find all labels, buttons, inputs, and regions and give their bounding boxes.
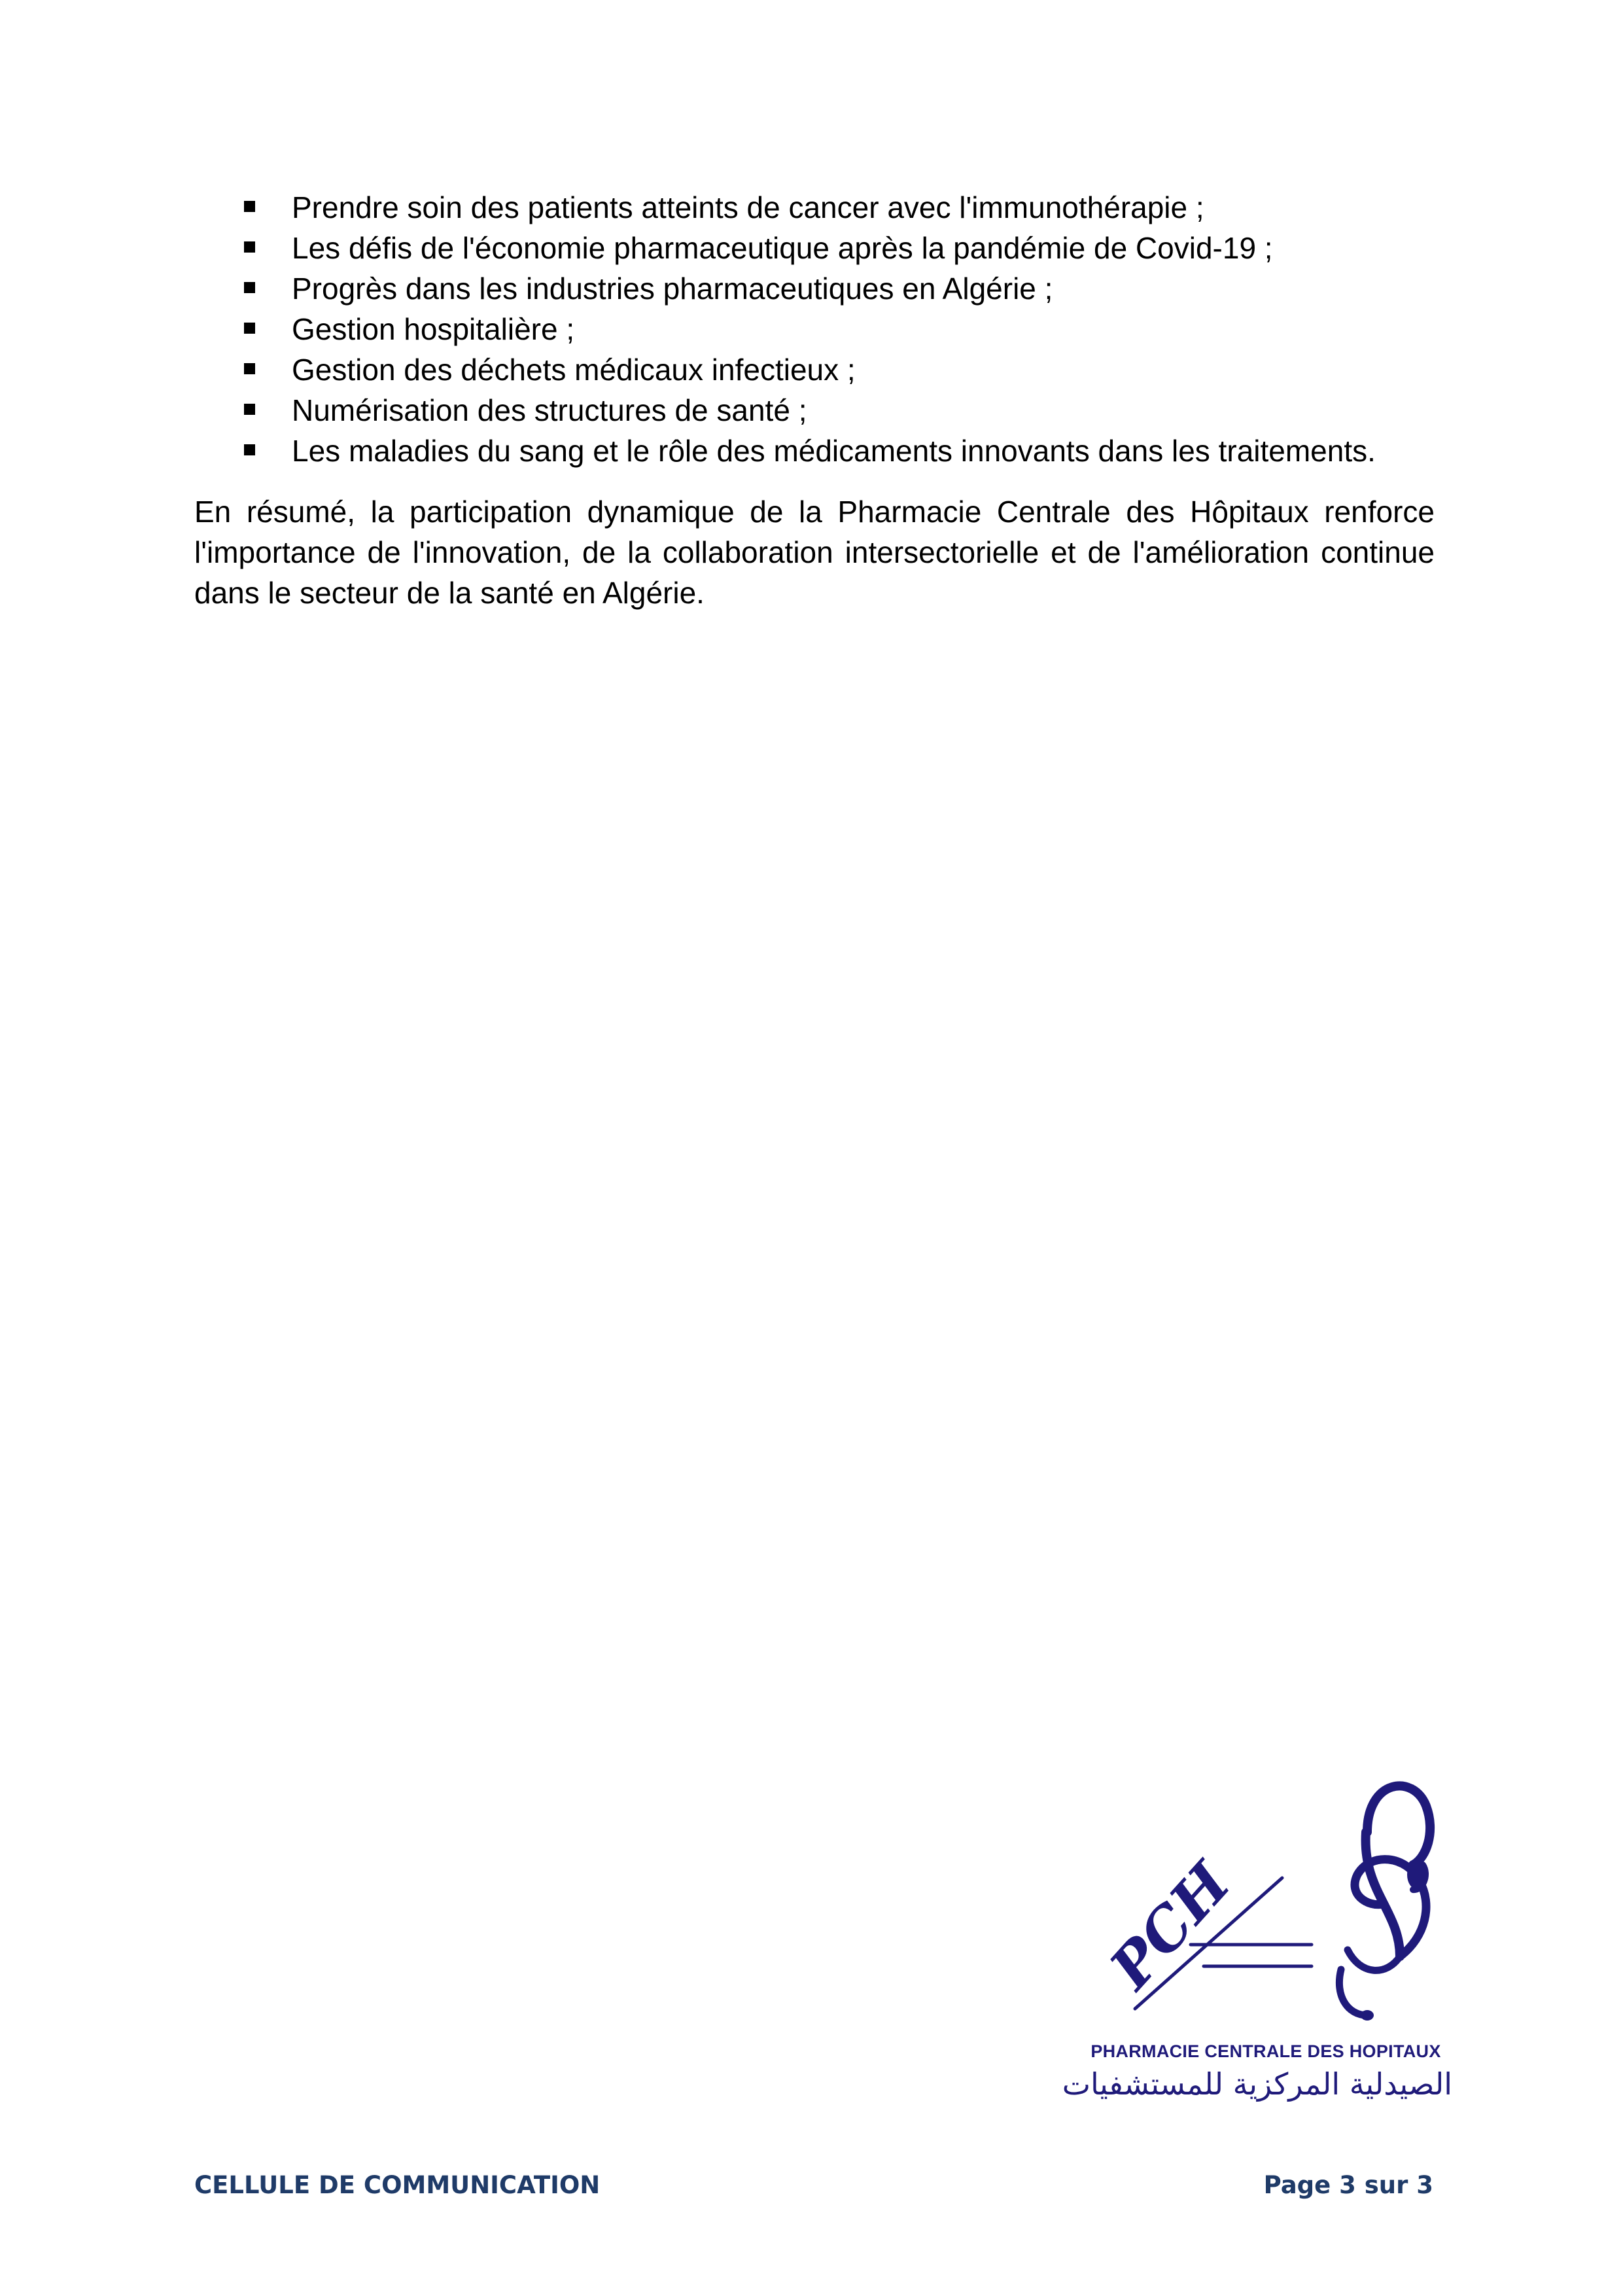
list-item xyxy=(194,309,1435,349)
list-item-text: Prendre soin des patients atteints de cancer avec l'immunothérapie ; xyxy=(292,190,1204,224)
list-item-text: Gestion des déchets médicaux infectieux ; xyxy=(292,353,856,387)
square-bullet-icon xyxy=(244,444,255,455)
list-item xyxy=(194,431,1435,471)
list-item-text: Les défis de l'économie pharmaceutique après la pandémie de Covid-19 ; xyxy=(292,231,1273,265)
square-bullet-icon xyxy=(244,201,255,212)
square-bullet-icon xyxy=(244,241,255,253)
list-item xyxy=(194,187,1435,228)
list-item-text: Numérisation des structures de santé ; xyxy=(292,393,807,427)
list-item-text: Les maladies du sang et le rôle des médicaments innovants dans les traitements. xyxy=(292,434,1376,468)
list-item-text: Progrès dans les industries pharmaceutiques en Algérie ; xyxy=(292,272,1053,306)
pch-logo-icon xyxy=(1060,1740,1465,2172)
document-body xyxy=(194,187,1435,613)
list-item xyxy=(194,349,1435,390)
logo-name-ar: الصيدلية المركزية للمستشفيات xyxy=(1062,2066,1452,2102)
footer-page-number: Page 3 sur 3 xyxy=(1263,2171,1433,2199)
square-bullet-icon xyxy=(244,323,255,334)
topics-list xyxy=(194,187,1435,471)
list-item xyxy=(194,228,1435,268)
logo-monogram: PCH xyxy=(1096,1849,1244,2002)
summary-paragraph: En résumé, la participation dynamique de la Pharmacie Centrale des Hôpitaux renforce l'importance de l'innovation, de la collaboration intersectorielle et de l'amélioration continue dans le secteur de la santé en Algérie. xyxy=(194,495,1435,610)
square-bullet-icon xyxy=(244,404,255,415)
logo-name-fr: PHARMACIE CENTRALE DES HOPITAUX xyxy=(1091,2041,1441,2061)
list-item xyxy=(194,390,1435,431)
list-item-text: Gestion hospitalière ; xyxy=(292,312,575,346)
square-bullet-icon xyxy=(244,282,255,293)
list-item xyxy=(194,268,1435,309)
footer-department: CELLULE DE COMMUNICATION xyxy=(194,2171,601,2199)
square-bullet-icon xyxy=(244,363,255,374)
